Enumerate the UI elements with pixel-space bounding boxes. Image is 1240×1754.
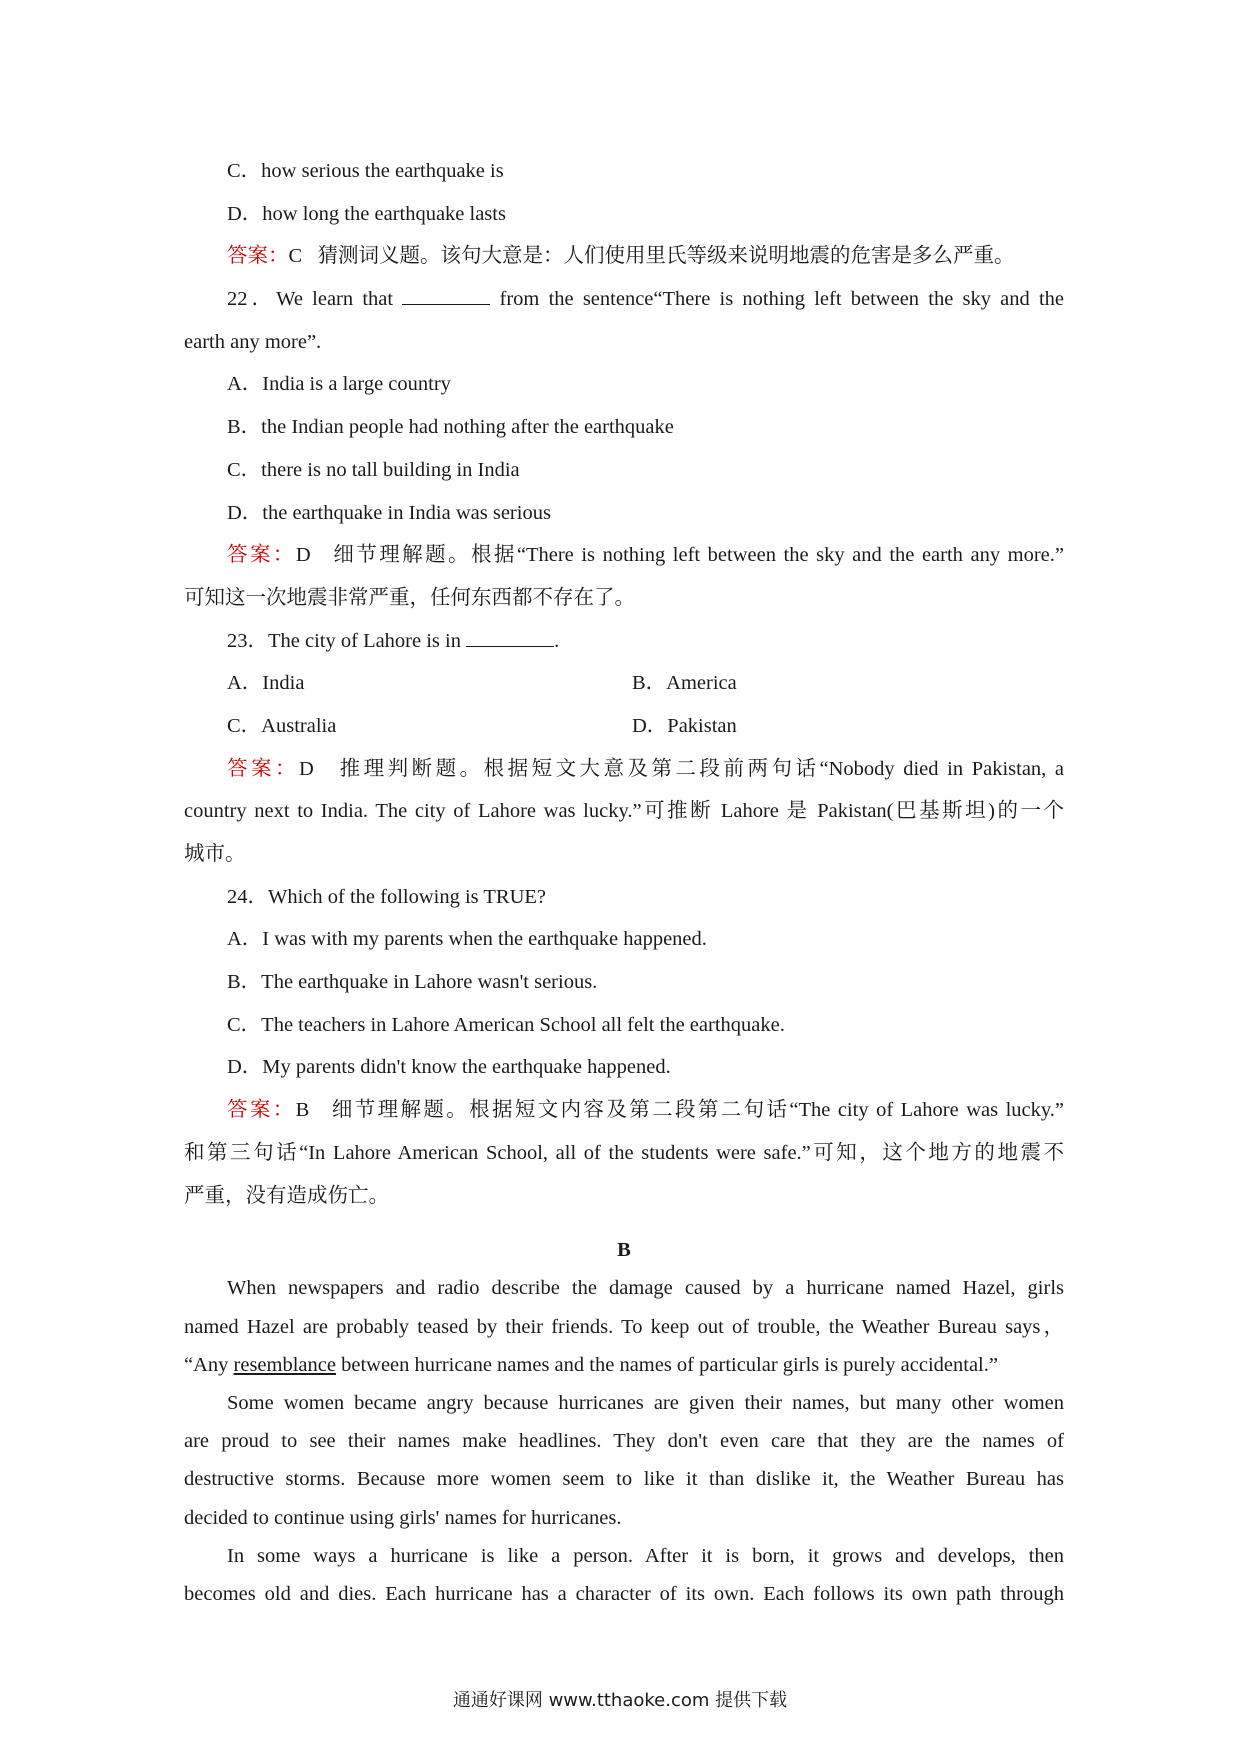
q23-option-a: A．India xyxy=(227,672,305,695)
q22-option-c: C．there is no tall building in India xyxy=(227,458,520,481)
q24-option-a: A．I was with my parents when the earthquake happened. xyxy=(227,928,707,951)
q22-answer-cont: 可知这一次地震非常严重，任何东西都不存在了。 xyxy=(184,586,635,609)
q24-answer-cont: 和第三句话“In Lahore American School, all of the students were safe.”可知，这个地方的地震不 xyxy=(184,1141,1064,1164)
q23-option-d: D．Pakistan xyxy=(632,714,737,737)
q21-option-d: D．how long the earthquake lasts xyxy=(227,202,506,225)
q22-stem xyxy=(184,278,1064,321)
q23-answer-cont: country next to India. The city of Lahore was lucky.”可推断 Lahore 是 Pakistan(巴基斯坦)的一个 xyxy=(184,800,1064,823)
answer-letter: B xyxy=(295,1099,310,1122)
passage-line: named Hazel are probably teased by their friends. To keep out of trouble, the Weather Bureau says， xyxy=(184,1315,1064,1338)
passage-text: “Any xyxy=(184,1353,229,1376)
passage-heading: B xyxy=(617,1239,631,1262)
answer-label: 答案： xyxy=(227,544,296,567)
passage-text: between hurricane names and the names of particular girls is purely accidental.” xyxy=(341,1353,998,1376)
answer-explanation: 推理判断题。根据短文大意及第二段前两句话“Nobody died in Pakistan, a xyxy=(339,757,1065,780)
q21-answer xyxy=(184,235,1064,278)
answer-explanation: 细节理解题。根据短文内容及第二段第二句话“The city of Lahore was lucky.” xyxy=(331,1099,1065,1122)
q24-option-c: C．The teachers in Lahore American School all felt the earthquake. xyxy=(227,1013,785,1036)
q23-stem-end: . xyxy=(554,629,560,652)
q22-option-a: A．India is a large country xyxy=(227,373,451,396)
passage-line: Some women became angry because hurricanes are given their names, but many other women xyxy=(227,1391,1064,1414)
q22-stem-end: earth any more”. xyxy=(184,330,322,353)
passage-line xyxy=(184,1346,1064,1384)
answer-explanation: 细节理解题。根据“There is nothing left between the sky and the earth any more.” xyxy=(333,544,1065,567)
q22-stem-mid: from the sentence“There is nothing left between the sky and the xyxy=(499,288,1065,311)
document-page xyxy=(184,150,1064,1613)
q23-option-b: B．America xyxy=(632,672,737,695)
answer-label: 答案： xyxy=(227,245,289,268)
passage-line: decided to continue using girls' names for hurricanes. xyxy=(184,1506,622,1529)
q23-options-row-1 xyxy=(184,662,1064,705)
q23-options-row-2 xyxy=(184,705,1064,748)
answer-explanation: 猜测词义题。该句大意是：人们使用里氏等级来说明地震的危害是多么严重。 xyxy=(317,245,1015,268)
passage-line: When newspapers and radio describe the damage caused by a hurricane named Hazel, girls xyxy=(227,1277,1064,1300)
q23-answer-cont-2: 城市。 xyxy=(184,843,246,865)
underlined-word: resemblance xyxy=(233,1353,336,1376)
q22-option-b: B．the Indian people had nothing after the earthquake xyxy=(227,416,674,439)
q21-option-c: C．how serious the earthquake is xyxy=(227,160,504,182)
answer-blank xyxy=(466,626,554,647)
q22-option-d: D．the earthquake in India was serious xyxy=(227,501,551,524)
passage-line: are proud to see their names make headlines. They don't even care that they are the names of xyxy=(184,1430,1064,1453)
q23-option-c: C．Australia xyxy=(227,714,337,737)
q23-stem-text: 23．The city of Lahore is in xyxy=(227,629,461,652)
q23-stem xyxy=(184,620,1064,663)
answer-letter: D xyxy=(298,757,314,780)
page-footer: 通通好课网 www.tthaoke.com 提供下载 xyxy=(452,1690,788,1711)
answer-label: 答案： xyxy=(227,757,299,780)
passage-line: In some ways a hurricane is like a person. After it is born, it grows and develops, then xyxy=(227,1544,1064,1567)
answer-letter: C xyxy=(288,245,303,268)
q24-answer-cont-2: 严重，没有造成伤亡。 xyxy=(184,1184,389,1207)
q24-option-b: B．The earthquake in Lahore wasn't serious. xyxy=(227,971,598,994)
q24-answer xyxy=(184,1089,1064,1132)
q22-answer xyxy=(184,534,1064,577)
answer-label: 答案： xyxy=(227,1099,296,1122)
q22-stem-start: 22．We learn that xyxy=(227,288,394,311)
q24-stem: 24．Which of the following is TRUE? xyxy=(227,885,547,908)
reading-passage xyxy=(184,1231,1064,1613)
q23-answer xyxy=(184,748,1064,791)
answer-letter: D xyxy=(295,544,311,567)
passage-line: becomes old and dies. Each hurricane has a character of its own. Each follows its own path through xyxy=(184,1582,1064,1605)
q24-option-d: D．My parents didn't know the earthquake happened. xyxy=(227,1056,671,1079)
passage-line: destructive storms. Because more women seem to like it than dislike it, the Weather Bureau has xyxy=(184,1468,1064,1491)
answer-blank xyxy=(402,284,490,305)
